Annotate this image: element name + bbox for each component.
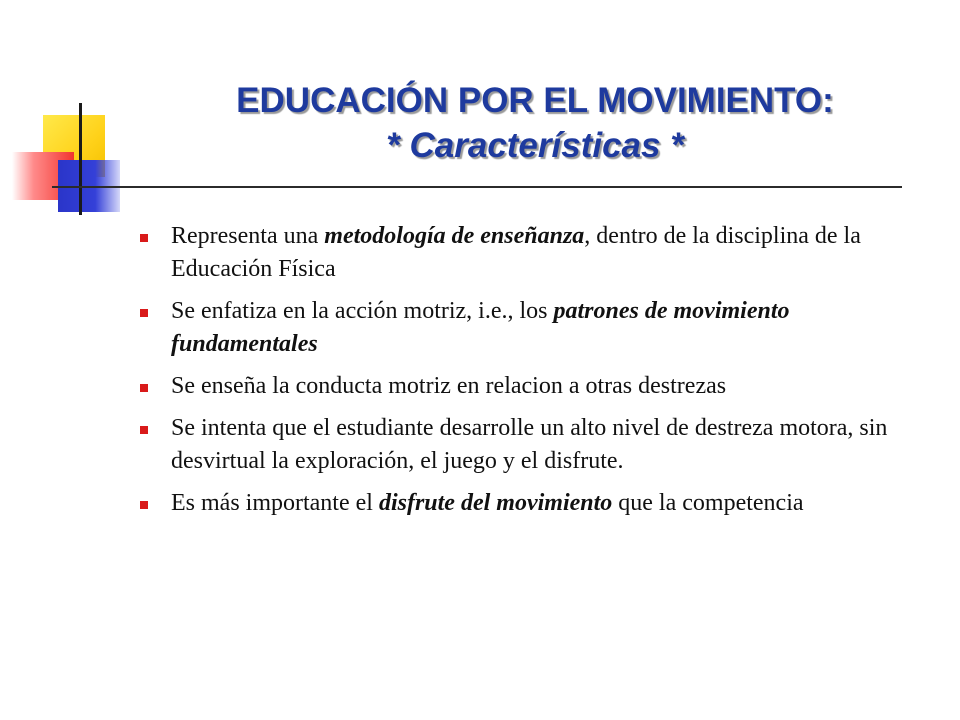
bullet-text: , dentro de la disciplina de la Educación Física	[171, 223, 861, 282]
bullet-item	[138, 412, 908, 478]
vertical-divider-line	[79, 103, 82, 215]
square-bullet-icon	[140, 384, 148, 392]
bullet-emphasis: patrones de movimiento fundamentales	[171, 298, 790, 357]
bullet-item	[138, 370, 908, 403]
decorative-squares-logo	[0, 0, 140, 230]
bullet-item	[138, 220, 908, 286]
bullet-item	[138, 487, 908, 520]
title-underline	[52, 186, 902, 188]
bullet-emphasis: metodología de enseñanza	[324, 223, 585, 249]
bullet-list	[138, 220, 908, 529]
bullet-text: Es más importante el	[171, 490, 379, 516]
square-bullet-icon	[140, 309, 148, 317]
bullet-item	[138, 295, 908, 361]
slide-title-line2: * Características *	[386, 126, 684, 165]
slide-title-line1: EDUCACIÓN POR EL MOVIMIENTO:	[236, 81, 834, 120]
slide-title	[140, 78, 930, 168]
square-bullet-icon	[140, 234, 148, 242]
square-bullet-icon	[140, 501, 148, 509]
bullet-text: Se intenta que el estudiante desarrolle un alto nivel de destreza motora, sin desvirtual la exploración, el juego y el disfrute.	[171, 415, 888, 474]
bullet-emphasis: disfrute del movimiento	[378, 490, 613, 516]
bullet-text: Representa una	[171, 223, 325, 249]
bullet-text: Se enseña la conducta motriz en relacion a otras destrezas	[171, 373, 727, 399]
bullet-text: Se enfatiza en la acción motriz, i.e., los	[171, 298, 554, 324]
bullet-text: que la competencia	[612, 490, 804, 516]
square-bullet-icon	[140, 426, 148, 434]
